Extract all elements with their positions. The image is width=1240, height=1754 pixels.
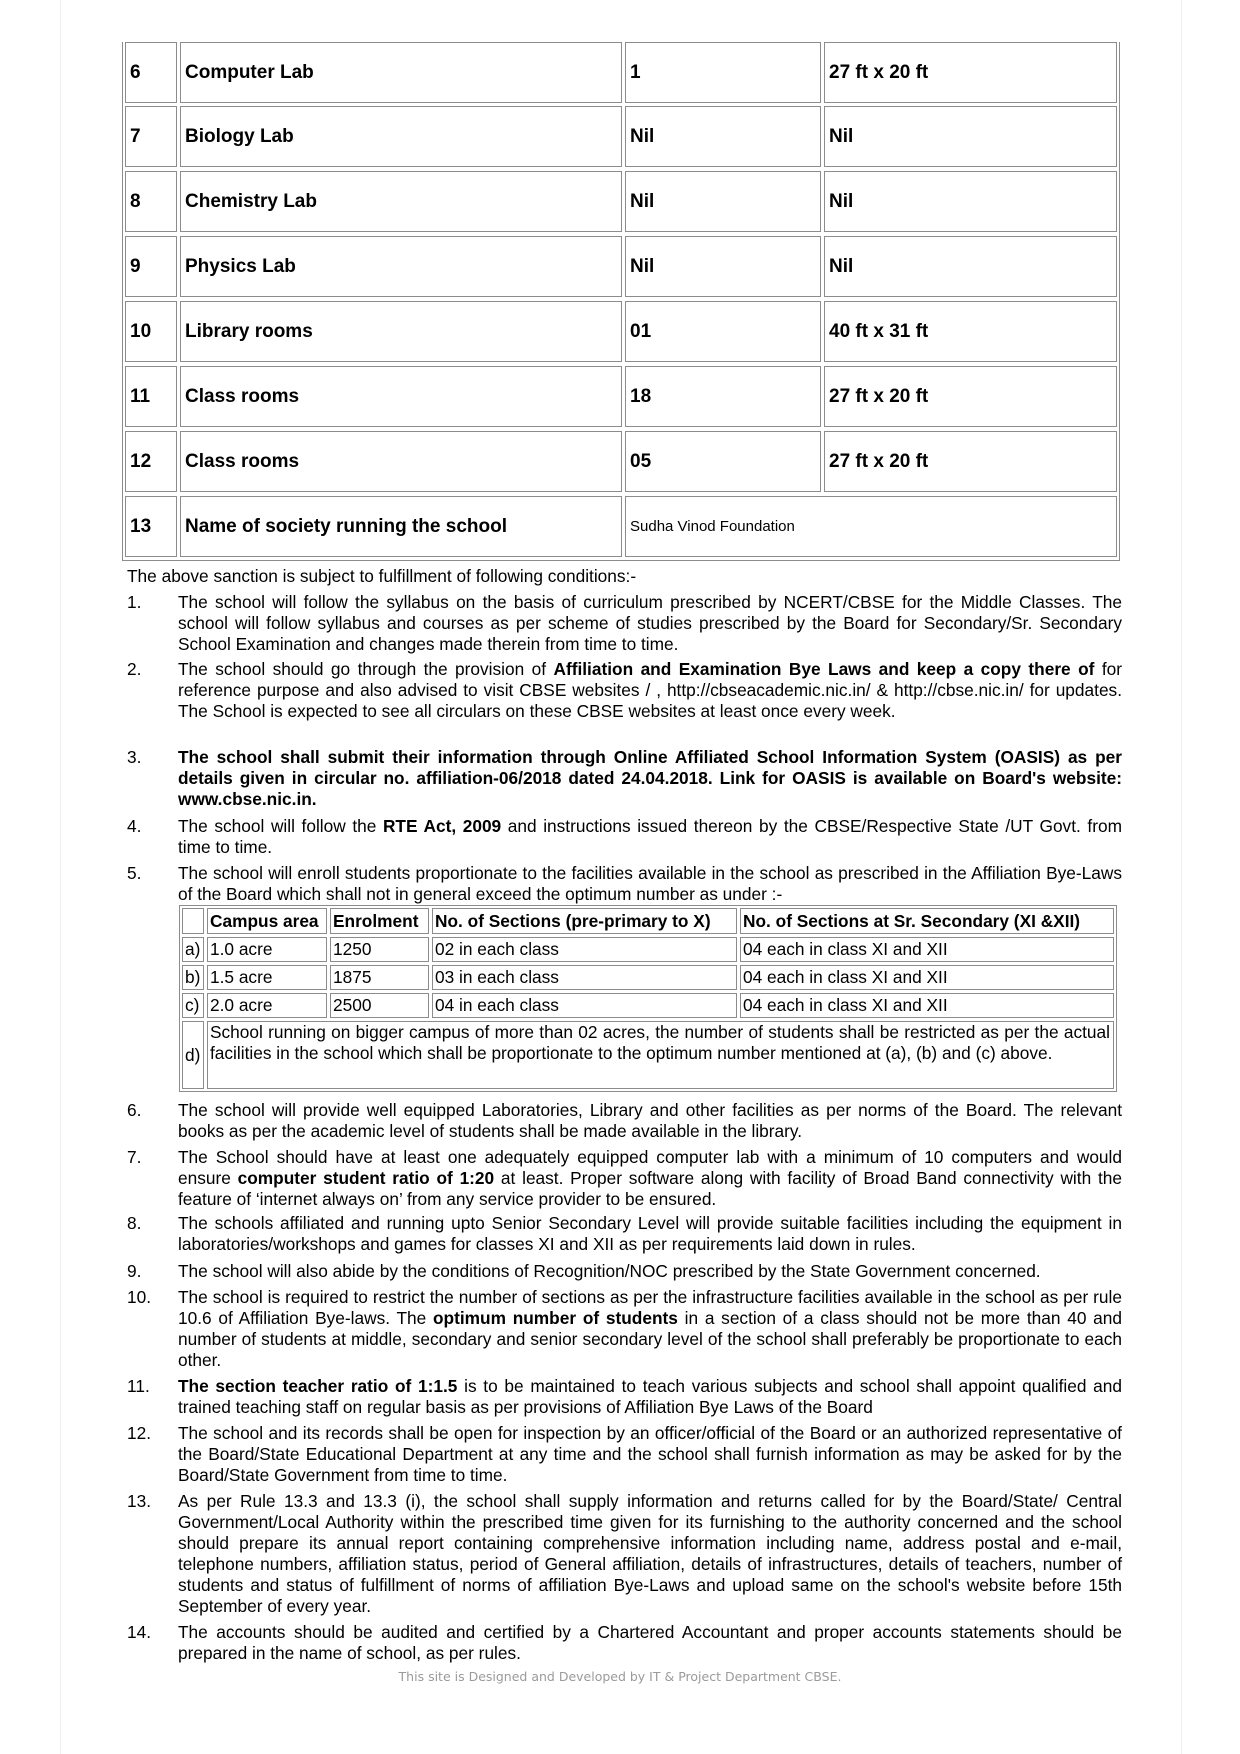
facility-name: Class rooms [180,366,622,427]
row-number: 11 [125,366,177,427]
campus-area: 1.0 acre [207,937,327,962]
row-number: 13 [125,496,177,557]
header-cell: Campus area [207,908,327,934]
condition-number: 12. [127,1423,152,1443]
text-span: The school should go through the provision of [178,659,554,679]
condition-number: 4. [127,816,142,836]
facility-size: 40 ft x 31 ft [824,301,1117,362]
condition-text [178,747,1122,810]
table-row [125,106,1117,167]
facility-count: 01 [625,301,821,362]
table-row [125,431,1117,492]
facility-name: Class rooms [180,431,622,492]
facility-count: Nil [625,106,821,167]
table-row [125,42,1117,103]
row-number: 12 [125,431,177,492]
facility-count: 18 [625,366,821,427]
header-cell-blank [182,908,204,934]
bold-text: optimum number of students [433,1308,678,1328]
table-row [125,496,1117,557]
text-span: in a section of a class should not be more than 40 and number of students at middle, secondary and senior secondary level of the school shall preferably be proportionate to each other. [178,1308,1123,1370]
row-key: a) [182,937,204,962]
row-key: d) [182,1021,204,1089]
facility-count: Nil [625,171,821,232]
condition-number: 13. [127,1491,152,1511]
page-border-left [60,0,61,1754]
condition-text: The school and its records shall be open for inspection by an officer/official of the Board or an authorized representative of the Board/State Educational Department at any time and the school shall furnish information as may be asked for by the Board/State Government from time to time. [178,1423,1122,1485]
row-number: 7 [125,106,177,167]
facilities-table [122,42,1120,561]
text-span: for reference purpose and also advised to visit CBSE websites / , http://cbseacademic.nic.in/ & http://cbse.nic.in/ for updates. The School is expected to see all circulars on these CBSE websites at least once every week. [178,659,1122,721]
sections: 03 in each class [432,965,737,990]
condition-text [178,1376,1122,1418]
condition-text: The school will also abide by the conditions of Recognition/NOC prescribed by the State Government concerned. [178,1261,1041,1281]
bold-text: Affiliation and Examination Bye Laws and keep a copy there of [553,659,1095,679]
enrolment: 2500 [330,993,429,1018]
condition-text [178,1147,1122,1210]
bold-text: The school shall submit their information through Online Affiliated School Information System (OASIS) as per details given in circular no. affiliation-06/2018 dated 24.04.2018. Link for OASIS is available on Board's website: www.cbse.nic.in. [178,747,1122,809]
facility-size: Nil [824,171,1117,232]
enrolment: 1875 [330,965,429,990]
site-footer: This site is Designed and Developed by IT & Project Department CBSE. [398,1669,842,1684]
bold-text: The section teacher ratio of 1:1.5 [178,1376,458,1396]
society-label: Name of society running the school [180,496,622,557]
table-row [125,236,1117,297]
text-span: is to be maintained to teach various subjects and school shall appoint qualified and trained teaching staff on regular basis as per provisions of Affiliation Bye Laws of the Board [178,1376,1123,1417]
note-cell: School running on bigger campus of more than 02 acres, the number of students shall be restricted as per the actual facilities in the school which shall be proportionate to the optimum number mentioned at (a), (b) and (c) above. [207,1021,1114,1089]
condition-number: 6. [127,1100,142,1120]
facility-name: Physics Lab [180,236,622,297]
condition-number: 3. [127,747,142,767]
table-row [125,301,1117,362]
condition-number: 7. [127,1147,142,1167]
facility-name: Library rooms [180,301,622,362]
header-cell: No. of Sections at Sr. Secondary (XI &XII) [740,908,1114,934]
condition-text: The accounts should be audited and certified by a Chartered Accountant and proper accounts statements should be prepared in the name of school, as per rules. [178,1622,1122,1663]
society-value: Sudha Vinod Foundation [625,496,1117,557]
sr-sections: 04 each in class XI and XII [740,937,1114,962]
condition-number: 9. [127,1261,142,1281]
facility-size: 27 ft x 20 ft [824,431,1117,492]
table-row [125,171,1117,232]
row-number: 10 [125,301,177,362]
text-span: at least. Proper software along with facility of Broad Band connectivity with the feature of ‘internet always on’ from any service provider to be ensured. [178,1168,1122,1209]
condition-text: The schools affiliated and running upto Senior Secondary Level will provide suitable facilities including the equipment in laboratories/workshops and games for classes XI and XII as per requirements laid down in rules. [178,1213,1122,1254]
header-cell: No. of Sections (pre-primary to X) [432,908,737,934]
facility-name: Biology Lab [180,106,622,167]
facility-name: Computer Lab [180,42,622,103]
condition-text: The school will enroll students proportionate to the facilities available in the school as prescribed in the Affiliation Bye-Laws of the Board which shall not in general exceed the optimum number as under :- [178,863,1122,904]
row-key: b) [182,965,204,990]
page-border-right [1181,0,1182,1754]
text-span: The school will follow the [178,816,383,836]
condition-text [178,1287,1122,1371]
text-span: and instructions issued thereon by the CBSE/Respective State /UT Govt. from time to time. [178,816,1122,857]
facility-size: Nil [824,106,1117,167]
facility-size: Nil [824,236,1117,297]
condition-text [178,659,1122,722]
row-number: 9 [125,236,177,297]
sr-sections: 04 each in class XI and XII [740,965,1114,990]
facility-count: 1 [625,42,821,103]
facility-count: 05 [625,431,821,492]
condition-number: 1. [127,592,142,612]
optimum-number-table [179,905,1117,1092]
row-number: 6 [125,42,177,103]
enrolment: 1250 [330,937,429,962]
condition-text: The school will follow the syllabus on the basis of curriculum prescribed by NCERT/CBSE for the Middle Classes. The school will follow syllabus and courses as per scheme of studies prescribed by the Board for Secondary/Sr. Secondary School Examination and changes made therein from time to time. [178,592,1122,654]
facility-size: 27 ft x 20 ft [824,42,1117,103]
condition-number: 10. [127,1287,152,1307]
bold-text: computer student ratio of 1:20 [237,1168,495,1188]
sections: 02 in each class [432,937,737,962]
row-key: c) [182,993,204,1018]
condition-text: As per Rule 13.3 and 13.3 (i), the school shall supply information and returns called for by the Board/State/ Central Government/Local Authority within the prescribed time given for its furnishing to the authority concerned and the school should prepare its annual report containing comprehensive information including name, address postal and e-mail, telephone numbers, affiliation status, period of General affiliation, details of infrastructures, details of teachers, number of students and status of fulfillment of norms of affiliation Bye-Laws and upload same on the school's website before 15th September of every year. [178,1491,1122,1616]
campus-area: 1.5 acre [207,965,327,990]
facility-count: Nil [625,236,821,297]
condition-number: 11. [127,1376,150,1396]
facility-name: Chemistry Lab [180,171,622,232]
header-cell: Enrolment [330,908,429,934]
condition-number: 2. [127,659,142,679]
facility-size: 27 ft x 20 ft [824,366,1117,427]
sections: 04 in each class [432,993,737,1018]
row-number: 8 [125,171,177,232]
condition-number: 8. [127,1213,142,1233]
bold-text: RTE Act, 2009 [382,816,502,836]
condition-text [178,816,1122,858]
text-span: The School should have at least one adequately equipped computer lab with a minimum of 10 computers and would ensure [178,1147,1122,1188]
campus-area: 2.0 acre [207,993,327,1018]
condition-number: 5. [127,863,142,883]
text-span: The school is required to restrict the number of sections as per the infrastructure facilities available in the school as per rule 10.6 of Affiliation Bye-laws. The [178,1287,1122,1328]
table-row [125,366,1117,427]
conditions-intro: The above sanction is subject to fulfillment of following conditions:- [127,566,637,586]
condition-text: The school will provide well equipped Laboratories, Library and other facilities as per norms of the Board. The relevant books as per the academic level of students shall be made available in the library. [178,1100,1122,1141]
sr-sections: 04 each in class XI and XII [740,993,1114,1018]
condition-number: 14. [127,1622,152,1642]
